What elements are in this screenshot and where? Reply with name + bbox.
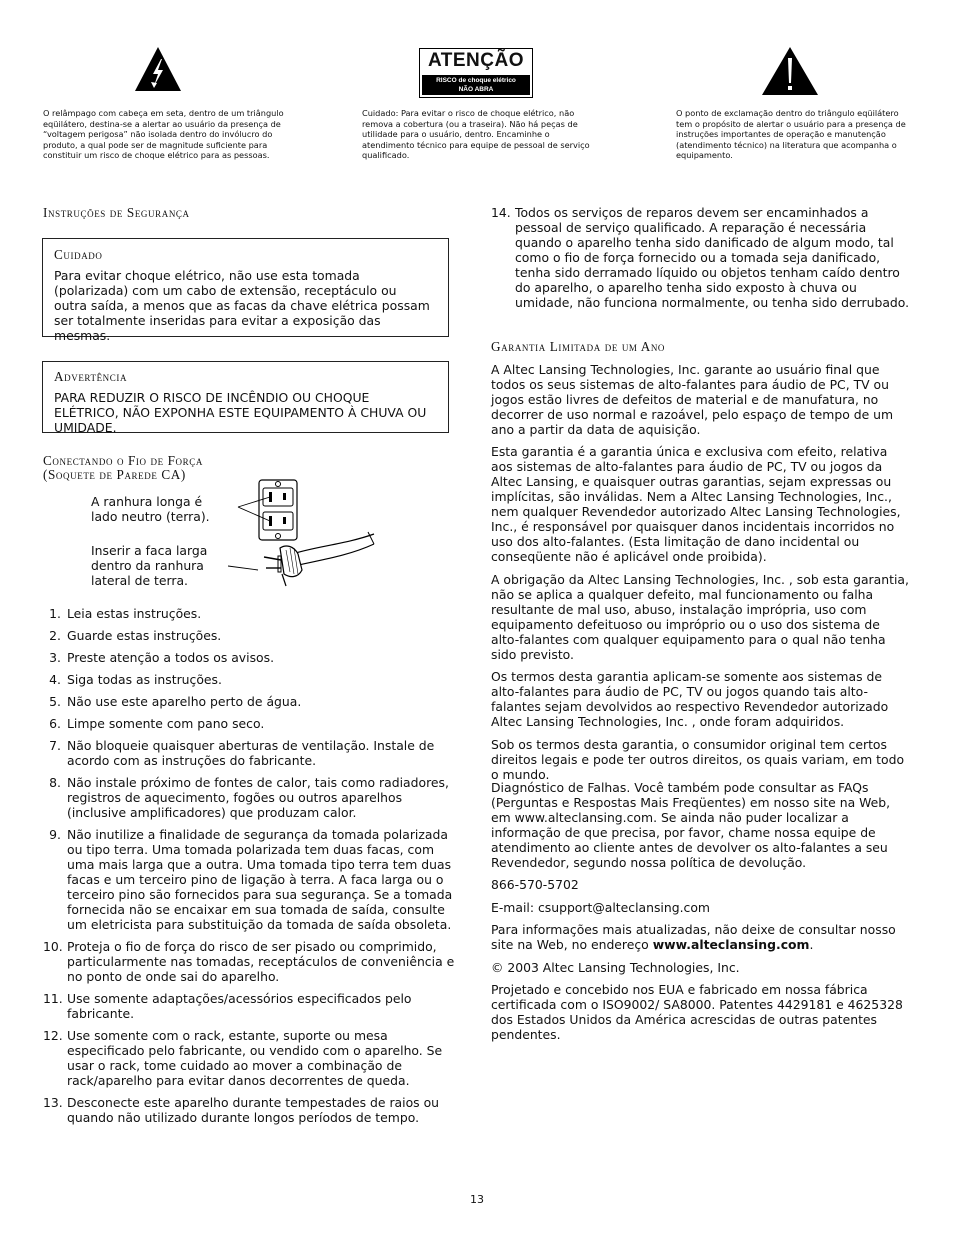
list-item: 5. Não use este aparelho perto de água. (49, 694, 302, 709)
list-item: 13. Desconecte este aparelho durante tempestades de raios ou quando não utilizado durante longos períodos de tempo. (43, 1095, 440, 1125)
list-item: 1. Leia estas instruções. (49, 606, 202, 621)
atencao-label (419, 48, 533, 98)
website-paragraph: Para informações mais atualizadas, não deixe de consultar nosso site na Web, no endereço www.alteclansing.com. (491, 922, 896, 953)
list-item: 11. Use somente adaptações/acessórios especificados pelo fabricante. (43, 991, 412, 1021)
warranty-paragraph: A obrigação da Altec Lansing Technologies, Inc. , sob esta garantia, não se aplica a qualquer defeito, mal funcionamento ou falha resultante de mal uso, abuso, instalação imprópria, uso com equipamento defeituoso ou impróprio ou o uso dos sistema de alto-falantes com qualquer equipamento para o qual não tenha sido previsto. (491, 571, 909, 662)
atencao-warning-text: Cuidado: Para evitar o risco de choque elétrico, não remova a cobertura (ou a traseira). Não há peças de utilidade para o usuário, dentro. Encaminhe o atendimento técnico para equipe de pessoal de serviço qualificado. (362, 108, 590, 161)
manufacturing-note: Projetado e concebido nos EUA e fabricado em nossa fábrica certificada com o ISO9002/ SA8000. Patentes 4429181 e 4625328 dos Estados Unidos da América acrescidas de outras patentes pendentes. (491, 981, 903, 1042)
warranty-paragraph: A Altec Lansing Technologies, Inc. garante ao usuário final que todos os seus sistemas de alto-falantes para áudio de PC, TV ou jogos estão livres de defeitos de material e de manufatura, no decorrer de uso normal e razoável, pelo espaço de tempo de um ano a partir da data de aquisição. (491, 362, 894, 437)
support-email: E-mail: csupport@alteclansing.com (491, 899, 710, 915)
list-item: 2. Guarde estas instruções. (49, 628, 222, 643)
cuidado-title: Cuidado (54, 247, 103, 262)
wall-outlet-plug-diagram (228, 474, 378, 594)
warranty-text (491, 362, 912, 789)
plug-label-ground: Inserir a faca larga dentro da ranhura lateral de terra. (91, 543, 208, 588)
list-item: 3. Preste atenção a todos os avisos. (49, 650, 275, 665)
website-link[interactable]: www.alteclansing.com (652, 937, 810, 953)
cuidado-text: Para evitar choque elétrico, não use esta tomada (polarizada) com um cabo de extensão, receptáculo ou outra saída, a menos que as facas da chave elétrica possam ser totalmente inseridas para evitar a exposição das mesmas. (54, 268, 430, 343)
warranty-paragraph: Sob os termos desta garantia, o consumidor original tem certos direitos legais e pode ter outros direitos, os quais variam, em todo o mundo. (491, 736, 905, 782)
lightning-triangle-icon (134, 46, 182, 92)
troubleshooting-paragraph: Diagnóstico de Falhas. Você também pode consultar as FAQs (Perguntas e Respostas Mais Freqüentes) em nosso site na Web, em www.alteclansing.com. Se ainda não puder localizar a informação de que precisa, por favor, chame nossa equipe de atendimento ao cliente antes de devolver os alto-falantes a seu Revendedor, segundo nossa política de devolução. (491, 780, 891, 870)
warranty-paragraph: Os termos desta garantia aplicam-se somente aos sistemas de alto-falantes para áudio de PC, TV ou jogos quando tais alto-falantes sejam devolvidos ao respectivo Revendedor autorizado Altec Lansing Technologies, Inc. , onde foram adquiridos. (491, 669, 889, 730)
plug-title-1: Conectando o Fio de Força (43, 453, 203, 468)
safety-title: Instruções de Segurança (43, 205, 190, 220)
list-item: 7. Não bloqueie quaisquer aberturas de ventilação. Instale de acordo com as instruções do fabricante. (49, 738, 435, 768)
list-item: 9. Não inutilize a finalidade de segurança da tomada polarizada ou tipo terra. Uma tomada polarizada tem duas facas, com uma mais larga que a outra. Uma tomada tipo terra tem duas facas e um terceiro pino de ligação à terra. A faca larga ou o terceiro pino são fornecidos para sua segurança. Se a tomada fornecida não se encaixar em sua tomada de saída, consulte um eletricista para substituição da tomada de saída obsoleta. (49, 827, 453, 932)
list-item: 6. Limpe somente com pano seco. (49, 716, 265, 731)
atencao-line1: RISCO de choque elétrico (436, 77, 516, 84)
plug-title-2: (Soquete de Parede CA) (43, 467, 186, 482)
exclamation-triangle-icon (761, 46, 819, 96)
list-item: 12. Use somente com o rack, estante, suporte ou mesa especificado pelo fabricante, ou vendido com o aparelho. Se usar o rack, tome cuidado ao mover a combinação de rack/aparelho para evitar danos decorrentes de queda. (43, 1028, 443, 1088)
atencao-line2: NÃO ABRA (458, 86, 494, 93)
copyright: © 2003 Altec Lansing Technologies, Inc. (491, 959, 740, 975)
list-item: 14. Todos os serviços de reparos devem ser encaminhados a pessoal de serviço qualificado. A reparação é necessária quando o aparelho tenha sido danificado de algum modo, tal como o fio de força fornecido ou a tomada seja danificado, tenha sido derramado líquido ou objetos tenham caído dentro do aparelho, o aparelho tenha sido exposto à chuva ou umidade, não funciona normalmente, ou tenha sido derrubado. (491, 205, 910, 310)
list-item: 8. Não instale próximo de fontes de calor, tais como radiadores, registros de aquecimento, fogões ou outros aparelhos (inclusive amplificadores) que produzam calor. (49, 775, 449, 820)
list-item: 4. Siga todas as instruções. (49, 672, 222, 687)
exclamation-warning-text: O ponto de exclamação dentro do triângulo eqüilátero tem o propósito de alertar o usuário para a presença de instruções importantes de operação e manutenção (atendimento técnico) na literatura que acompanha o equipamento. (676, 108, 906, 161)
support-phone: 866-570-5702 (491, 877, 579, 893)
warranty-title: Garantia Limitada de um Ano (491, 339, 666, 354)
atencao-title: ATENÇÃO (427, 50, 525, 71)
lightning-warning-text: O relâmpago com cabeça em seta, dentro de um triângulo eqüilátero, destina-se a alertar ao usuário da presença de “voltagem perigosa” não isolada dentro do invólucro do produto, a qual pode ser de magnitude suficiente para constituir um risco de choque elétrico para as pessoas. (43, 108, 284, 161)
instructions-list (43, 606, 463, 1132)
instructions-list-continued (491, 205, 911, 317)
advertencia-title: Advertência (54, 369, 128, 384)
advertencia-text: PARA REDUZIR O RISCO DE INCÊNDIO OU CHOQUE ELÉTRICO, NÃO EXPONHA ESTE EQUIPAMENTO À CHUVA OU UMIDADE. (54, 390, 427, 435)
page-number: 13 (470, 1193, 484, 1206)
plug-label-neutral: A ranhura longa é lado neutro (terra). (91, 494, 210, 524)
support-text (491, 780, 912, 1049)
warranty-paragraph: Esta garantia é a garantia única e exclusiva com efeito, relativa aos sistemas de alto-falantes para áudio de PC, TV ou jogos da Altec Lansing, e quaisquer outras garantias, sejam expressas ou implícitas, são inválidas. Nem a Altec Lansing Technologies, Inc., nem qualquer Revendedor autorizado Altec Lansing Technologies, Inc., é responsável por quaisquer danos incidentais incorridos no uso dos alto-falantes. (Esta limitação de dano incidental ou conseqüente não é aplicável onde proibida). (491, 444, 901, 565)
list-item: 10. Proteja o fio de força do risco de ser pisado ou comprimido, particularmente nas tomadas, receptáculos de conveniência e no ponto de onde sai do aparelho. (43, 939, 455, 984)
